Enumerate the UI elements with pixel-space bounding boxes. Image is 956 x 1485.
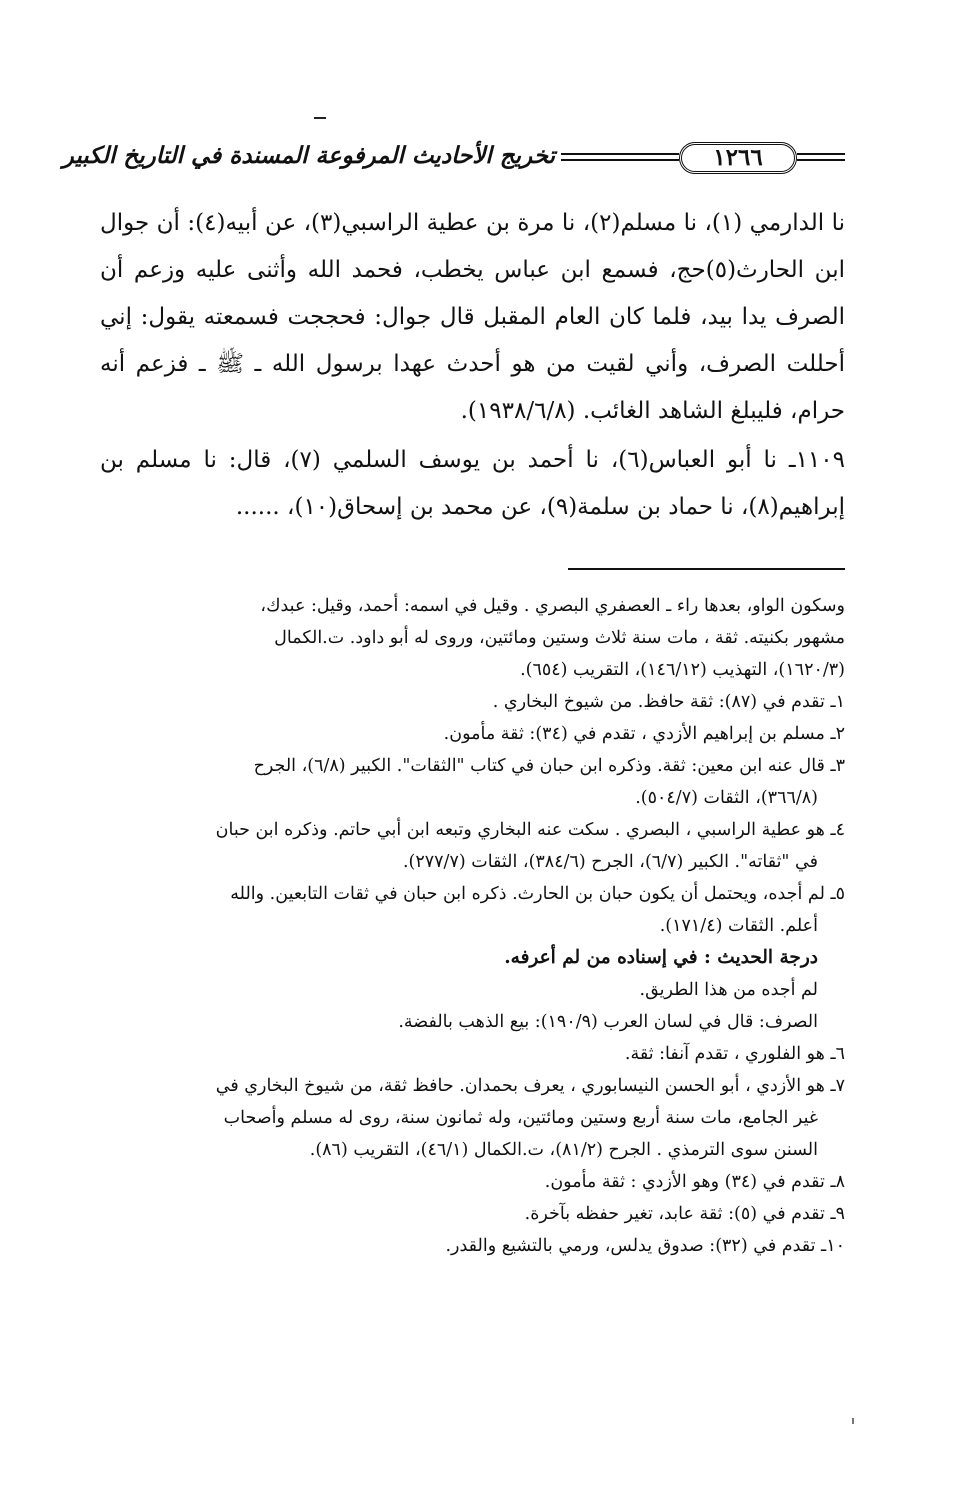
footnote-6: ٦ـ هو الفلوري ، تقدم آنفا: ثقة. <box>624 1044 845 1064</box>
hadith-grade-note: لم أجده من هذا الطريق. <box>639 980 818 1000</box>
hadith-grade-heading: درجة الحديث : في إسناده من لم أعرفه. <box>504 947 818 968</box>
header-rule-middle <box>561 153 679 161</box>
page-number-badge <box>679 142 797 174</box>
footnote-3-continued: (٣٦٦/٨)، الثقات (٥٠٤/٧). <box>635 788 818 808</box>
glossary-note: الصرف: قال في لسان العرب (١٩٠/٩): بيع الذهب بالفضة. <box>398 1012 818 1032</box>
main-text <box>100 200 845 531</box>
hadith-1109-paragraph: ١١٠٩ـ نا أبو العباس(٦)، نا أحمد بن يوسف السلمي (٧)، قال: نا مسلم بن إبراهيم(٨)، نا حماد بن سلمة(٩)، عن محمد بن إسحاق(١٠)، ...... <box>100 447 845 520</box>
book-title: تخريج الأحاديث المرفوعة المسندة في التاريخ الكبير <box>62 142 555 169</box>
running-header <box>62 138 845 182</box>
footnote-3: ٣ـ قال عنه ابن معين: ثقة. وذكره ابن حبان في كتاب "الثقات". الكبير (٦/٨)، الجرح <box>253 756 845 776</box>
footnote-2: ٢ـ مسلم بن إبراهيم الأزدي ، تقدم في (٣٤): ثقة مأمون. <box>443 724 845 744</box>
scan-speck <box>852 1418 854 1424</box>
header-rule-right <box>797 153 845 161</box>
footnote-4-continued: في "ثقاته". الكبير (٦/٧)، الجرح (٣٨٤/٦)، الثقات (٢٧٧/٧). <box>402 852 818 872</box>
footnote-line: (١٦٢٠/٣)، التهذيب (١٤٦/١٢)، التقريب (٦٥٤). <box>520 660 845 680</box>
footnote-line: وسكون الواو، بعدها راء ـ العصفري البصري . وقيل في اسمه: أحمد، وقيل: عبدك، <box>260 596 845 616</box>
footnote-separator <box>568 568 845 570</box>
footnote-line: مشهور بكنيته. ثقة ، مات سنة ثلاث وستين ومائتين، وروى له أبو داود. ت.الكمال <box>274 628 845 648</box>
page-number: ١٢٦٦ <box>713 144 763 171</box>
footnote-1: ١ـ تقدم في (٨٧): ثقة حافظ. من شيوخ البخاري . <box>492 692 845 712</box>
footnote-5: ٥ـ لم أجده، ويحتمل أن يكون حبان بن الحارث. ذكره ابن حبان في ثقات التابعين. والله <box>230 884 845 904</box>
hadith-text-paragraph: نا الدارمي (١)، نا مسلم(٢)، نا مرة بن عطية الراسبي(٣)، عن أبيه(٤): أن جوال ابن الحارث(٥)حج، فسمع ابن عباس يخطب، فحمد الله وأثنى عليه وزعم أن الصرف يدا بيد، فلما كان العام المقبل قال جوال: فحججت فسمعته يقول: إني أحللت الصرف، وأني لقيت من هو أحدث عهدا برسول الله ـ ﷺ ـ فزعم أنه حرام، فليبلغ الشاهد الغائب. (١٩٣٨/٦/٨). <box>100 210 845 424</box>
footnote-7-continued: غير الجامع، مات سنة أربع وستين ومائتين، وله ثمانون سنة، روى له مسلم وأصحاب <box>223 1108 818 1128</box>
footnote-7: ٧ـ هو الأزدي ، أبو الحسن النيسابوري ، يعرف بحمدان. حافظ ثقة، من شيوخ البخاري في <box>215 1076 845 1096</box>
footnotes <box>100 590 845 1262</box>
footnote-8: ٨ـ تقدم في (٣٤) وهو الأزدي : ثقة مأمون. <box>544 1172 845 1192</box>
top-mark <box>314 117 326 119</box>
footnote-7-continued: السنن سوى الترمذي . الجرح (٨١/٢)، ت.الكمال (٤٦/١)، التقريب (٨٦). <box>309 1140 818 1160</box>
footnote-5-continued: أعلم. الثقات (١٧١/٤). <box>659 916 818 936</box>
footnote-10: ١٠ـ تقدم في (٣٢): صدوق يدلس، ورمي بالتشيع والقدر. <box>445 1236 845 1256</box>
footnote-9: ٩ـ تقدم في (٥): ثقة عابد، تغير حفظه بآخرة. <box>524 1204 845 1224</box>
footnote-4: ٤ـ هو عطية الراسبي ، البصري . سكت عنه البخاري وتبعه ابن أبي حاتم. وذكره ابن حبان <box>215 820 845 840</box>
